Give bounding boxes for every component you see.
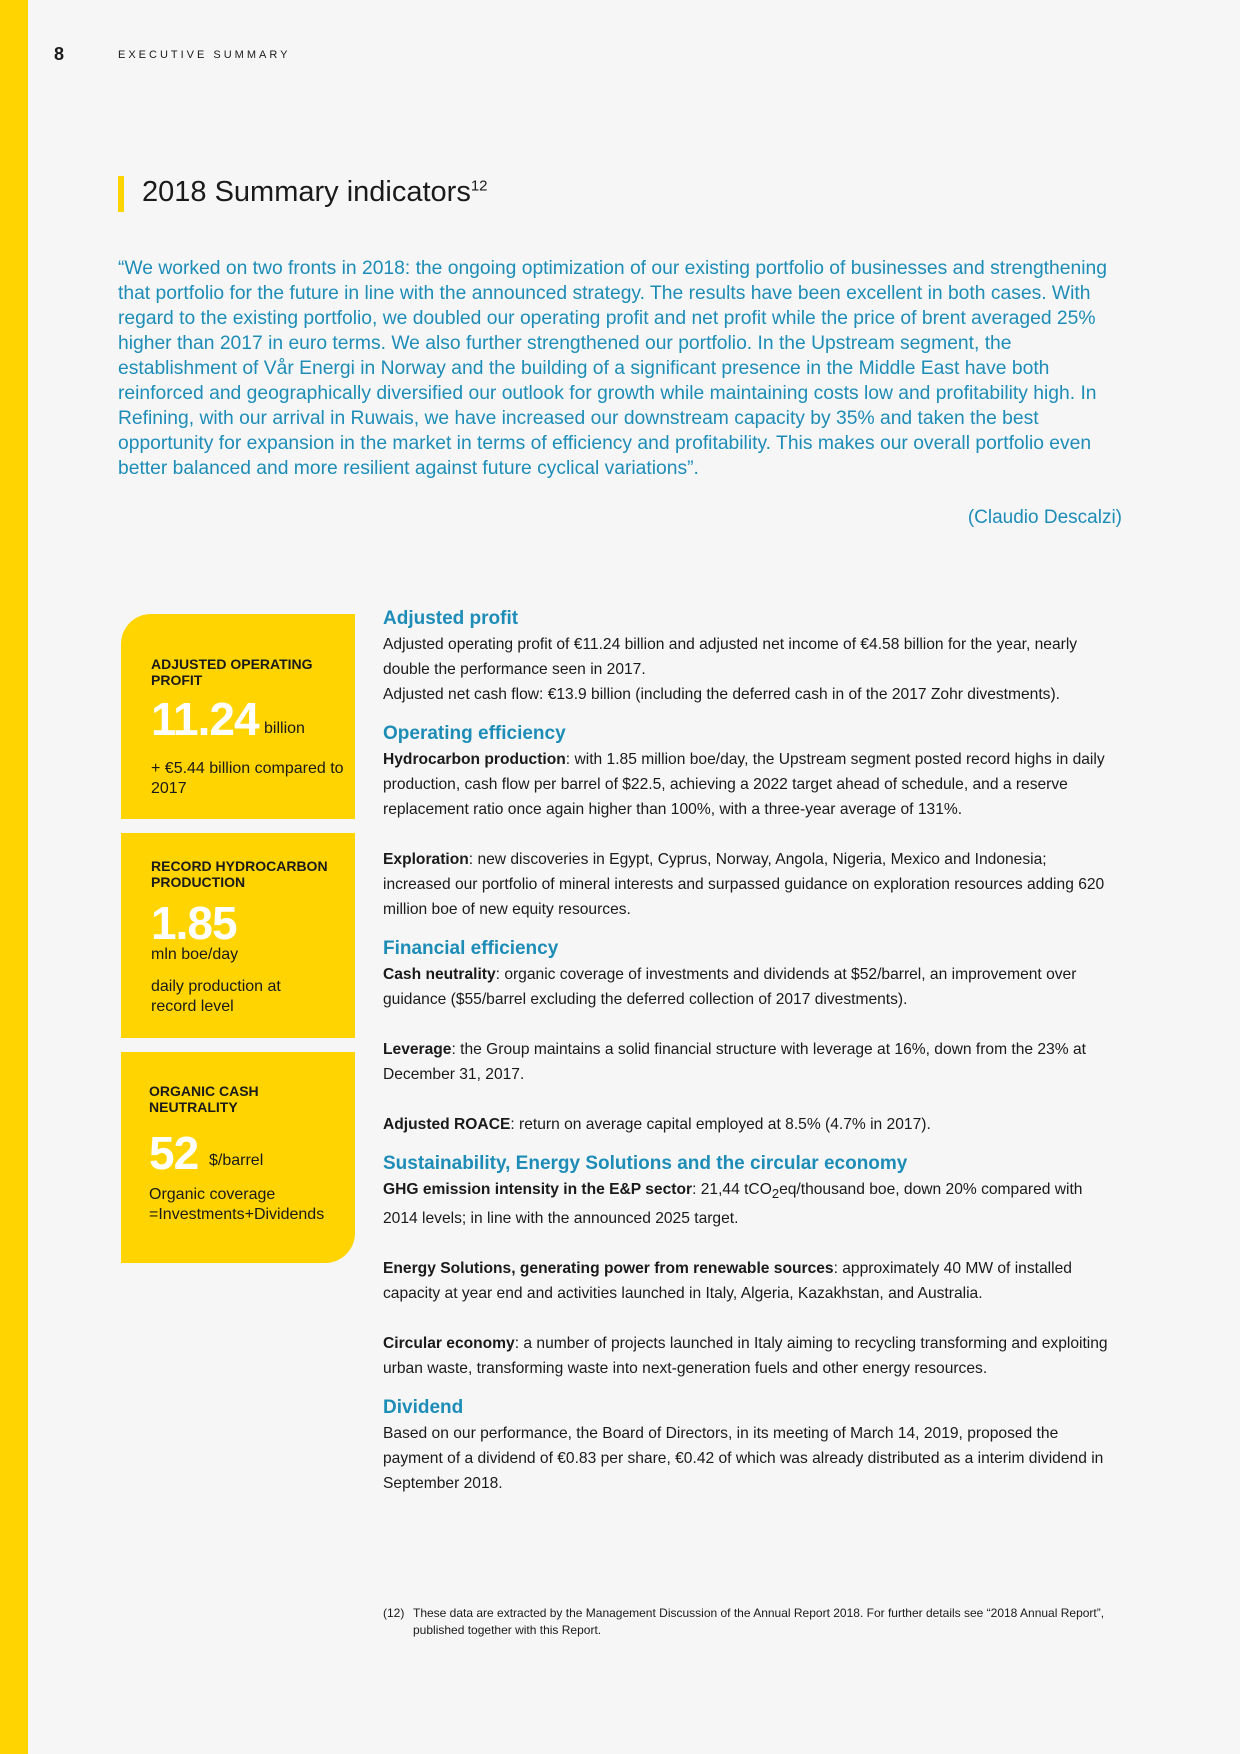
paragraph-text: eq/thousand boe, down 20% compared with 2014 levels; in line with the announced 2025 target. <box>383 1181 1083 1228</box>
indicator-card-cash-neutrality <box>121 1052 355 1263</box>
paragraph-exploration <box>383 847 1118 922</box>
paragraph-energy-solutions <box>383 1256 1118 1306</box>
card-description: Organic coverage =Investments+Dividends <box>149 1186 325 1223</box>
paragraph-ghg-emissions <box>383 1177 1118 1231</box>
paragraph-label: Exploration <box>383 851 469 868</box>
card-value: 1.85 <box>151 897 237 949</box>
heading-financial-efficiency: Financial efficiency <box>383 938 559 959</box>
card-value: 52 <box>149 1127 199 1179</box>
card-value: 11.24 <box>151 693 259 745</box>
paragraph-roace <box>383 1112 1118 1137</box>
paragraph-dividend: Based on our performance, the Board of Directors, in its meeting of March 14, 2019, proposed the payment of a dividend of €0.83 per share, €0.42 of which was already distributed as a interim dividend in September 2018. <box>383 1425 1104 1493</box>
title-accent-bar <box>118 176 124 212</box>
paragraph-label: Circular economy <box>383 1335 515 1353</box>
heading-sustainability: Sustainability, Energy Solutions and the circular economy <box>383 1153 908 1174</box>
paragraph-cash-neutrality <box>383 962 1118 1012</box>
quote-author: (Claudio Descalzi) <box>967 507 1122 528</box>
paragraph-leverage <box>383 1037 1118 1087</box>
paragraph-text: : 21,44 tCO <box>692 1181 772 1198</box>
paragraph: Adjusted net cash flow: €13.9 billion (including the deferred cash in of the 2017 Zohr divestments). <box>383 686 1060 703</box>
page-title <box>142 176 488 209</box>
paragraph-label: Hydrocarbon production <box>383 751 566 768</box>
footnote <box>383 1605 1123 1639</box>
heading-dividend: Dividend <box>383 1397 464 1419</box>
title-footnote-ref: 12 <box>470 177 488 195</box>
ceo-quote: “We worked on two fronts in 2018: the ongoing optimization of our existing portfolio of businesses and strengthening that portfolio for the future in line with the announced strategy. The results have been excellent in both cases. With regard to the existing portfolio, we doubled our operating profit and net profit while the price of brent averaged 25% higher than 2017 in euro terms. We also further strengthened our portfolio. In the Upstream segment, the establishment of Vår Energi in Norway and the building of a significant presence in the Middle East have both reinforced and geographically diversified our outlook for growth while maintaining costs low and profitability high. In Refining, with our arrival in Ruwais, we have increased our downstream capacity by 35% and taken the best opportunity for expansion in the market in terms of efficiency and profitability. This makes our overall portfolio even better balanced and more resilient against future cyclical variations”. <box>118 258 1107 479</box>
card-label: ADJUSTED OPERATING PROFIT <box>151 656 313 688</box>
paragraph-label: Leverage <box>383 1041 452 1058</box>
card-description: daily production at record level <box>151 978 281 1015</box>
paragraph-text: : the Group maintains a solid financial structure with leverage at 16%, down from the 23% at December 31, 2017. <box>383 1041 1086 1083</box>
indicator-card-hydrocarbon-production <box>121 833 355 1038</box>
paragraph: Adjusted operating profit of €11.24 billion and adjusted net income of €4.58 billion for the year, nearly double the performance seen in 2017. <box>383 636 1078 678</box>
paragraph-text: : new discoveries in Egypt, Cyprus, Norway, Angola, Nigeria, Mexico and Indonesia; increased our portfolio of mineral interests and surpassed guidance on exploration resources adding 620 million boe of new equity resources. <box>383 851 1105 918</box>
footnote-number: (12) <box>383 1606 405 1620</box>
paragraph-circular-economy <box>383 1331 1118 1381</box>
paragraph-label: Energy Solutions, generating power from renewable sources <box>383 1260 834 1278</box>
indicator-card-operating-profit <box>121 614 355 819</box>
card-label: RECORD HYDROCARBON PRODUCTION <box>151 858 328 890</box>
card-unit: billion <box>264 720 305 737</box>
section-label: EXECUTIVE SUMMARY <box>118 49 291 61</box>
paragraph-hydrocarbon-production <box>383 747 1118 822</box>
heading-adjusted-profit: Adjusted profit <box>383 608 519 629</box>
paragraph-text: : with 1.85 million boe/day, the Upstream segment posted record highs in daily production, cash flow per barrel of $22.5, achieving a 2022 target ahead of schedule, and a reserve replacement ratio once again higher than 100%, with a three-year average of 131%. <box>383 751 1105 818</box>
card-description: + €5.44 billion compared to 2017 <box>151 760 344 797</box>
footnote-text: These data are extracted by the Management Discussion of the Annual Report 2018. For further details see “2018 Annual Report”, published together with this Report. <box>413 1606 1105 1637</box>
paragraph-text: : a number of projects launched in Italy aiming to recycling transforming and exploiting urban waste, transforming waste into next-generation fuels and other energy resources. <box>383 1335 1108 1378</box>
paragraph-label: Adjusted ROACE <box>383 1116 511 1133</box>
title-text: 2018 Summary indicators <box>142 176 471 208</box>
card-unit: $/barrel <box>209 1152 264 1169</box>
left-color-band <box>0 0 28 1754</box>
paragraph-text: : return on average capital employed at 8.5% (4.7% in 2017). <box>510 1116 931 1133</box>
paragraph-label: Cash neutrality <box>383 966 496 983</box>
paragraph-text: : approximately 40 MW of installed capacity at year end and activities launched in Italy, Algeria, Kazakhstan, and Australia. <box>383 1260 1072 1303</box>
paragraph-text: : organic coverage of investments and dividends at $52/barrel, an improvement over guidance ($55/barrel excluding the deferred collection of 2017 divestments). <box>383 966 1077 1008</box>
page-number: 8 <box>54 44 65 64</box>
paragraph-label: GHG emission intensity in the E&P sector <box>383 1181 693 1198</box>
indicators-text-column <box>383 606 1118 1496</box>
subscript: 2 <box>771 1186 780 1202</box>
card-label: ORGANIC CASH NEUTRALITY <box>149 1083 259 1115</box>
heading-operating-efficiency: Operating efficiency <box>383 723 566 744</box>
card-unit: mln boe/day <box>151 946 239 963</box>
